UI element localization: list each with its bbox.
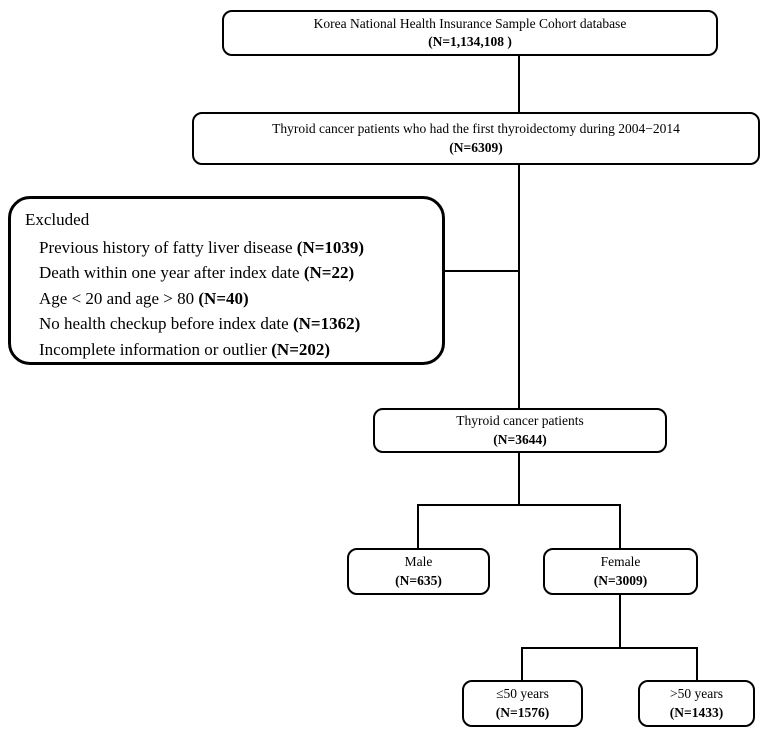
node-database <box>222 10 718 56</box>
excluded-item-n: (N=1362) <box>292 314 361 333</box>
node-age-le50 <box>462 680 583 727</box>
node-cancer-patients-n: (N=3644) <box>493 431 547 447</box>
node-male <box>347 548 490 595</box>
node-age-le50-n: (N=1576) <box>495 704 550 720</box>
connector-to-excluded <box>444 270 520 272</box>
connector-to-gt50 <box>696 647 698 681</box>
excluded-item-text: Incomplete information or outlier <box>39 339 272 359</box>
node-female-n: (N=3009) <box>593 572 648 588</box>
node-age-gt50 <box>638 680 755 727</box>
node-age-gt50-n: (N=1433) <box>669 704 724 720</box>
excluded-item-n: (N=1039) <box>296 237 365 257</box>
excluded-title: Excluded <box>25 210 90 229</box>
node-age-le50-label: ≤50 years <box>496 686 549 702</box>
connector-age-split <box>521 647 698 649</box>
excluded-item <box>25 235 432 261</box>
node-cancer-patients-label: Thyroid cancer patients <box>456 413 584 429</box>
connector-to-male <box>417 504 419 549</box>
excluded-item-n: (N=22) <box>303 263 355 282</box>
connector-db-to-thyroidectomy <box>518 55 520 113</box>
node-age-gt50-label: >50 years <box>670 686 723 702</box>
node-excluded <box>8 196 445 365</box>
node-thyroidectomy <box>192 112 760 165</box>
excluded-item-text: No health checkup before index date <box>39 314 293 333</box>
connector-female-down <box>619 594 621 649</box>
node-cancer-patients <box>373 408 667 453</box>
connector-thyroidectomy-to-patients <box>518 164 520 409</box>
node-database-n: (N=1,134,108 ) <box>428 34 512 49</box>
excluded-item <box>25 311 432 337</box>
connector-sex-split <box>418 504 620 506</box>
node-female <box>543 548 698 595</box>
connector-patients-down <box>518 452 520 506</box>
node-thyroidectomy-label: Thyroid cancer patients who had the first thyroidectomy during 2004−2014 <box>272 121 680 137</box>
excluded-item-n: (N=40) <box>198 288 249 308</box>
excluded-item-text: Age < 20 and age > 80 <box>39 288 199 308</box>
node-database-label: Korea National Health Insurance Sample Cohort database <box>313 15 627 31</box>
excluded-item-text: Death within one year after index date <box>39 263 304 282</box>
excluded-item-text: Previous history of fatty liver disease <box>39 237 297 257</box>
node-female-label: Female <box>600 554 641 570</box>
connector-to-female <box>619 504 621 549</box>
excluded-item-n: (N=202) <box>271 339 331 359</box>
node-male-label: Male <box>404 554 433 570</box>
node-male-n: (N=635) <box>395 572 442 588</box>
excluded-item <box>25 286 432 312</box>
connector-to-le50 <box>521 647 523 681</box>
excluded-item <box>25 260 432 286</box>
excluded-item <box>25 337 432 363</box>
node-thyroidectomy-n: (N=6309) <box>449 139 503 155</box>
